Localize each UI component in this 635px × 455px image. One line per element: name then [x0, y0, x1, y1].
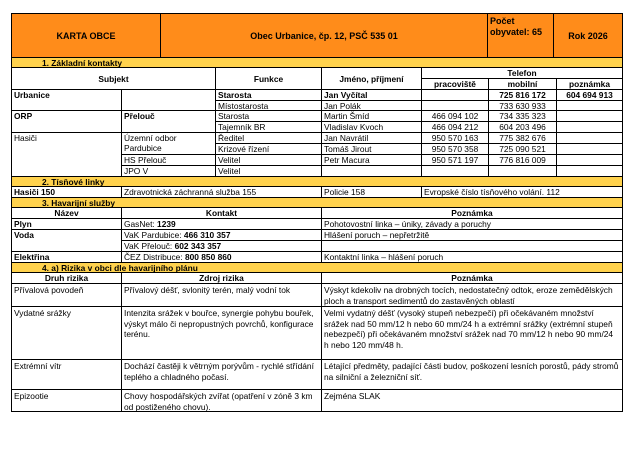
- risk-note: Zejména SLAK: [321, 389, 623, 411]
- risk-row: [11, 359, 623, 389]
- contact-subject: [11, 100, 121, 110]
- col-phone: Telefon: [421, 67, 623, 78]
- contact-subunit: Pardubice: [121, 143, 215, 154]
- contact-row: [11, 110, 623, 121]
- municipality-address: Obec Urbanice, čp. 12, PSČ 535 01: [160, 13, 487, 57]
- section3-title-row: [11, 197, 623, 207]
- service-name: Voda: [11, 229, 121, 240]
- contact-row: [11, 143, 623, 154]
- risk-type: Extrémní vítr: [11, 359, 121, 389]
- service-note: Pohotovostní linka – úniky, závady a poruchy: [321, 218, 623, 229]
- section4-title: 4. a) Rizika v obci dle havarijního plánu: [11, 262, 623, 272]
- col-note: poznámka: [556, 78, 623, 89]
- section1-title: 1. Základní kontakty: [11, 57, 623, 67]
- contact-work-phone: 950 571 197: [421, 154, 488, 165]
- contact-subject: [11, 121, 121, 132]
- contact-subject: [11, 165, 121, 176]
- contact-function: Velitel: [215, 154, 321, 165]
- contact-mobile-phone: 604 203 496: [488, 121, 556, 132]
- contact-mobile-phone: 725 816 172: [488, 89, 556, 100]
- col-mobile: mobilní: [488, 78, 556, 89]
- contact-mobile-phone: [488, 165, 556, 176]
- contact-work-phone: [421, 100, 488, 110]
- contact-note: [556, 132, 623, 143]
- service-contact: VaK Přelouč: 602 343 357: [121, 240, 321, 251]
- contact-function: Starosta: [215, 89, 321, 100]
- contact-row: [11, 89, 623, 100]
- header-row: [11, 13, 623, 57]
- risk-source: Intenzita srážek v bouřce, synergie pohybu bouřek, výskyt málo či nepropustných povrchů, konfigurace terénu.: [121, 306, 321, 359]
- contact-subunit: [121, 89, 215, 100]
- contact-subject: Hasiči: [11, 132, 121, 143]
- col-name: Jméno, příjmení: [321, 67, 421, 89]
- col-function: Funkce: [215, 67, 321, 89]
- contact-function: Starosta: [215, 110, 321, 121]
- section4-title-row: [11, 262, 623, 272]
- contact-row: [11, 165, 623, 176]
- population-label: Počet obyvatel: 65: [487, 13, 553, 57]
- emergency-ambulance: Zdravotnická záchranná služba 155: [121, 186, 321, 197]
- section1-title-row: [11, 57, 623, 67]
- contact-name: Jan Vyčítal: [321, 89, 421, 100]
- col-risk-source: Zdroj rizika: [121, 272, 321, 283]
- service-note: Kontaktní linka – hlášení poruch: [321, 251, 623, 262]
- contact-name: Tomáš Jirout: [321, 143, 421, 154]
- service-contact: VaK Pardubice: 466 310 357: [121, 229, 321, 240]
- service-row: [11, 218, 623, 229]
- contact-note: [556, 100, 623, 110]
- col-work: pracoviště: [421, 78, 488, 89]
- service-row: [11, 229, 623, 240]
- contact-note: [556, 154, 623, 165]
- contact-subunit: [121, 121, 215, 132]
- contact-name: Martin Šmíd: [321, 110, 421, 121]
- contacts-table: [11, 89, 623, 176]
- risk-note: Létající předměty, padající části budov, poškození lesních porostů, pády stromů na silniční a železniční síť.: [321, 359, 623, 389]
- emergency-fire: Hasiči 150: [11, 186, 121, 197]
- contact-row: [11, 121, 623, 132]
- contact-work-phone: 950 570 163: [421, 132, 488, 143]
- section3-title: 3. Havarijní služby: [11, 197, 623, 207]
- risk-source: Chovy hospodářských zvířat (opatření v zóně 3 km od postiženého chovu).: [121, 389, 321, 411]
- service-contact: GasNet: 1239: [121, 218, 321, 229]
- card-title: KARTA OBCE: [11, 13, 160, 57]
- contact-mobile-phone: 733 630 933: [488, 100, 556, 110]
- service-row: [11, 251, 623, 262]
- section2-title-row: [11, 176, 623, 186]
- contact-function: Ředitel: [215, 132, 321, 143]
- risks-table: [11, 283, 623, 411]
- risk-row: [11, 389, 623, 411]
- contact-note: [556, 143, 623, 154]
- contact-name: Vladislav Kvoch: [321, 121, 421, 132]
- year-label: Rok 2026: [553, 13, 623, 57]
- col-risk-type: Druh rizika: [11, 272, 121, 283]
- contact-mobile-phone: 734 335 323: [488, 110, 556, 121]
- contact-note: 604 694 913: [556, 89, 623, 100]
- contact-subunit: [121, 100, 215, 110]
- contact-name: Jan Navrátil: [321, 132, 421, 143]
- risk-note: Výskyt kdekoliv na drobných tocích, nedostatečný odtok, eroze zemědělských ploch a transport sedimentů do zastavěných oblastí: [321, 283, 623, 306]
- emergency-services-table: [11, 218, 623, 262]
- service-name: [11, 240, 121, 251]
- contact-work-phone: [421, 89, 488, 100]
- contact-name: Jan Polák: [321, 100, 421, 110]
- section2-title: 2. Tísňové linky: [11, 176, 623, 186]
- col-subject: Subjekt: [11, 67, 215, 89]
- contact-subunit: HS Přelouč: [121, 154, 215, 165]
- service-note: Hlášení poruch – nepřetržitě: [321, 229, 623, 240]
- contact-work-phone: 466 094 102: [421, 110, 488, 121]
- municipality-card: [11, 13, 623, 412]
- contact-subunit: JPO V: [121, 165, 215, 176]
- service-name: Elektřina: [11, 251, 121, 262]
- contact-subject: [11, 143, 121, 154]
- contact-mobile-phone: 725 090 521: [488, 143, 556, 154]
- contact-work-phone: 466 094 212: [421, 121, 488, 132]
- contact-mobile-phone: 776 816 009: [488, 154, 556, 165]
- risk-row: [11, 283, 623, 306]
- contact-row: [11, 132, 623, 143]
- contact-note: [556, 165, 623, 176]
- contact-row: [11, 100, 623, 110]
- contact-note: [556, 121, 623, 132]
- contact-subject: ORP: [11, 110, 121, 121]
- emergency-lines-row: [11, 186, 623, 197]
- contact-work-phone: 950 570 358: [421, 143, 488, 154]
- contact-subject: [11, 154, 121, 165]
- contact-subunit: Územní odbor: [121, 132, 215, 143]
- emergency-police: Policie 158: [321, 186, 421, 197]
- risk-type: Přívalová povodeň: [11, 283, 121, 306]
- emergency-european: Evropské číslo tísňového volání. 112: [421, 186, 623, 197]
- contact-function: Krizové řízení: [215, 143, 321, 154]
- risk-note: Velmi vydatný déšť (vysoký stupeň nebezpečí) při očekávaném množství srážek nad 50 mm/12 h nebo 60 mm/24 h a extrémní srážky (extrémní stupeň nebezpečí) při očekávaném množství srážek nad 70 mm/12 h nebo 90 mm/24 h nebo 120 mm/48 h.: [321, 306, 623, 359]
- col-service-note: Poznámka: [321, 207, 623, 218]
- col-service-contact: Kontakt: [121, 207, 321, 218]
- col-risk-note: Poznámka: [321, 272, 623, 283]
- col-service-name: Název: [11, 207, 121, 218]
- contact-row: [11, 154, 623, 165]
- risk-source: Dochází častěji k větrným porývům - rychlé střídání teplého a chladného počasí.: [121, 359, 321, 389]
- risk-row: [11, 306, 623, 359]
- contact-note: [556, 110, 623, 121]
- contact-function: Tajemník BR: [215, 121, 321, 132]
- risk-source: Přívalový déšť, svlonitý terén, malý vodní tok: [121, 283, 321, 306]
- service-name: Plyn: [11, 218, 121, 229]
- table-bottom-border: [11, 411, 623, 412]
- contact-subject: Urbanice: [11, 89, 121, 100]
- contact-name: Petr Macura: [321, 154, 421, 165]
- section3-header-row: [11, 207, 623, 218]
- contact-subunit: Přelouč: [121, 110, 215, 121]
- contact-mobile-phone: 775 382 676: [488, 132, 556, 143]
- contact-name: [321, 165, 421, 176]
- risk-type: Vydatné srážky: [11, 306, 121, 359]
- section4-header-row: [11, 272, 623, 283]
- service-note: [321, 240, 623, 251]
- contact-function: Místostarosta: [215, 100, 321, 110]
- service-row: [11, 240, 623, 251]
- risk-type: Epizootie: [11, 389, 121, 411]
- contact-function: Velitel: [215, 165, 321, 176]
- contact-work-phone: [421, 165, 488, 176]
- service-contact: ČEZ Distribuce: 800 850 860: [121, 251, 321, 262]
- section1-header-row: [11, 67, 623, 89]
